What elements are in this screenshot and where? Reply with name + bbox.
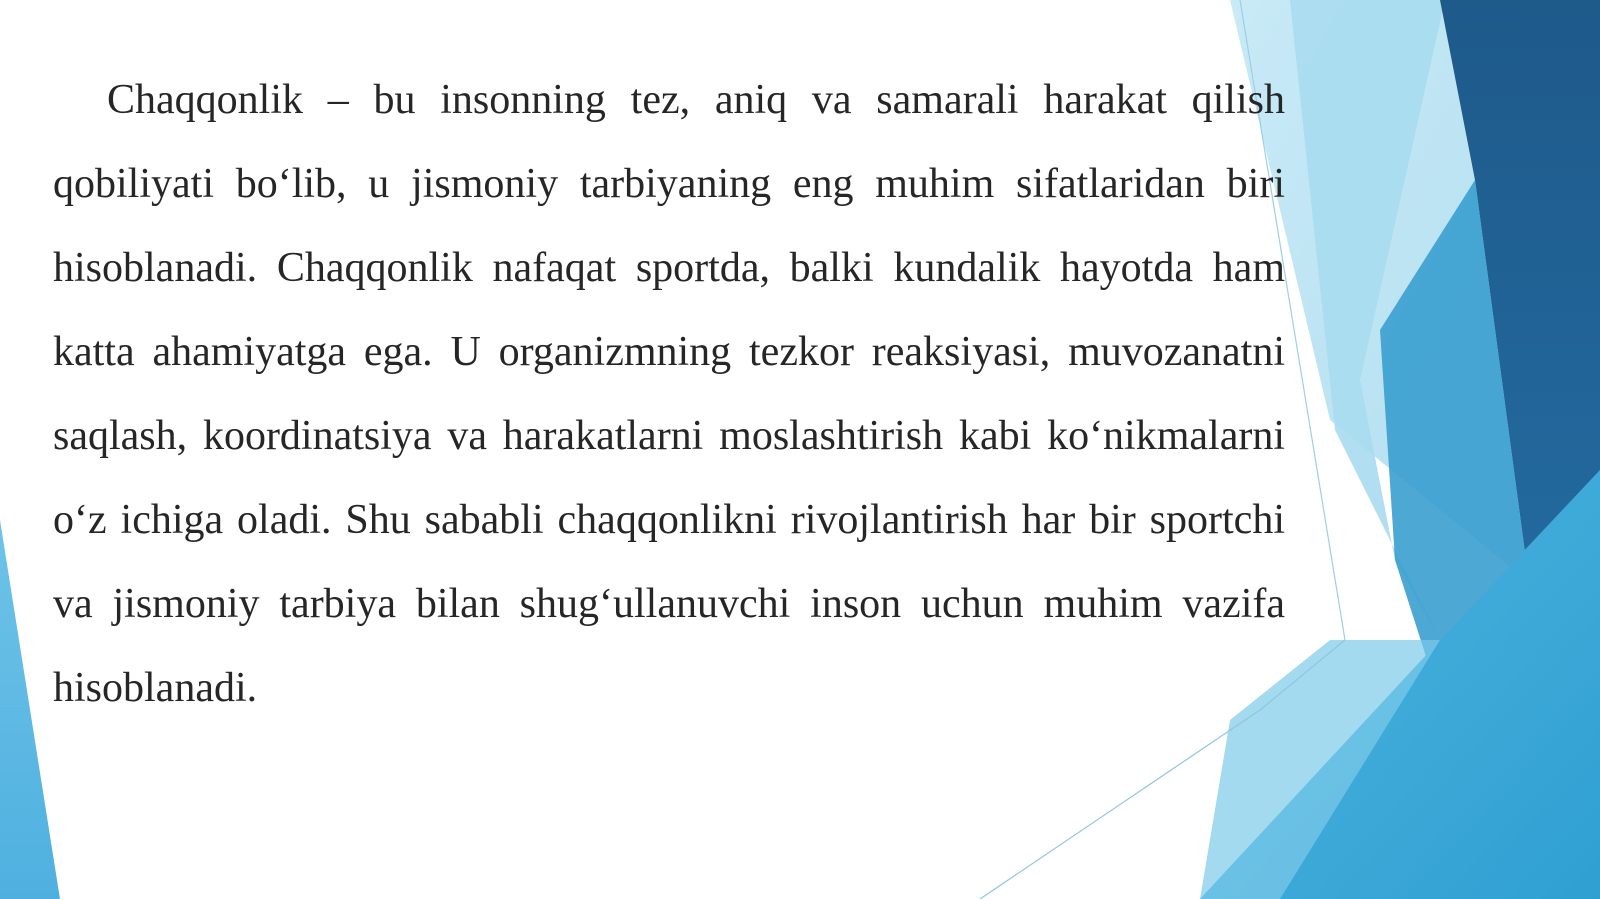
left-sliver-shape bbox=[0, 520, 60, 899]
slide-body-paragraph: Chaqqonlik – bu insonning tez, aniq va samarali harakat qilish qobiliyati bo‘lib, u jismoniy tarbiyaning eng muhim sifatlaridan biri hisoblanadi. Chaqqonlik nafaqat sportda, balki kundalik hayotda ham katta ahamiyatga ega. U organizmning tezkor reaksiyasi, muvozanatni saqlash, koordinatsiya va harakatlarni moslashtirish kabi ko‘nikmalarni o‘z ichiga oladi. Shu sababli chaqqonlikni rivojlantirish har bir sportchi va jismoniy tarbiya bilan shug‘ullanuvchi inson uchun muhim vazifa hisoblanadi. bbox=[53, 77, 1285, 711]
